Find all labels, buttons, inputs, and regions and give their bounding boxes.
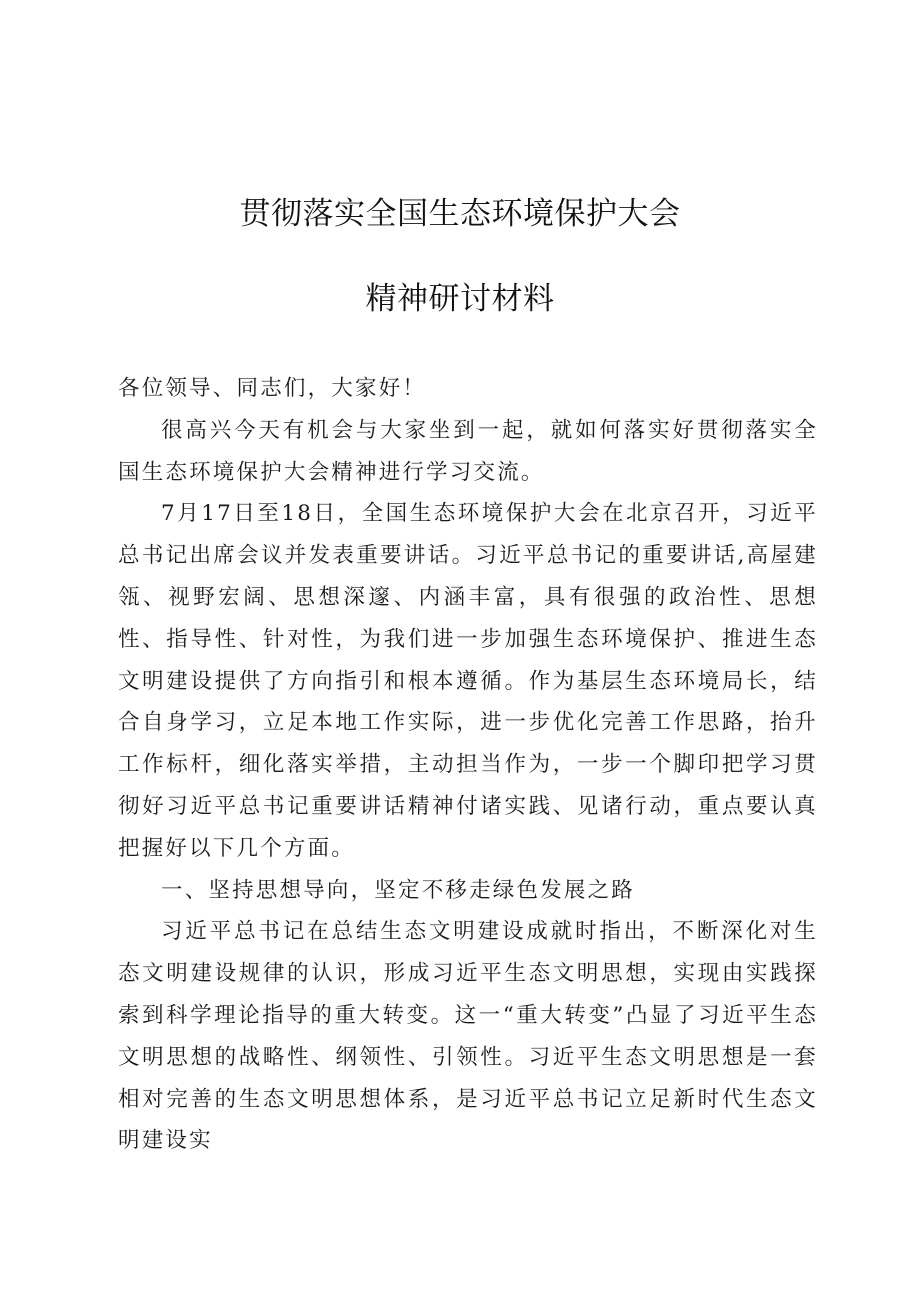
section-1-paragraph: 习近平总书记在总结生态文明建设成就时指出，不断深化对生态文明建设规律的认识，形成习近平生态文明思想，实现由实践探索到科学理论指导的重大转变。这一“重大转变”凸显了习近平生态文明思想的战略性、纲领性、引领性。习近平生态文明思想是一套相对完善的生态文明思想体系，是习近平总书记立足新时代生态文明建设实 xyxy=(118,919,818,1154)
section-heading-1: 一、坚持思想导向，坚定不移走绿色发展之路 xyxy=(161,877,636,903)
salutation-paragraph: 各位领导、同志们，大家好！ xyxy=(118,376,427,401)
background-paragraph: 7月17日至18日，全国生态环境保护大会在北京召开，习近平总书记出席会议并发表重要讲话。习近平总书记的重要讲话,高屋建瓴、视野宏阔、思想深邃、内涵丰富，具有很强的政治性、思想性、指导性、针对性，为我们进一步加强生态环境保护、推进生态文明建设提供了方向指引和根本遵循。作为基层生态环境局长，结合自身学习，立足本地工作实际，进一步优化完善工作思路，抬升工作标杆，细化落实举措，主动担当作为，一步一个脚印把学习贯彻好习近平总书记重要讲话精神付诸实践、见诸行动，重点要认真把握好以下几个方面。 xyxy=(118,501,818,861)
document-title-line-2: 精神研讨材料 xyxy=(365,281,555,317)
document-body xyxy=(118,368,818,1162)
intro-paragraph: 很高兴今天有机会与大家坐到一起，就如何落实好贯彻落实全国生态环境保护大会精神进行学习交流。 xyxy=(118,417,818,485)
document-title-line-1: 贯彻落实全国生态环境保护大会 xyxy=(239,196,681,232)
